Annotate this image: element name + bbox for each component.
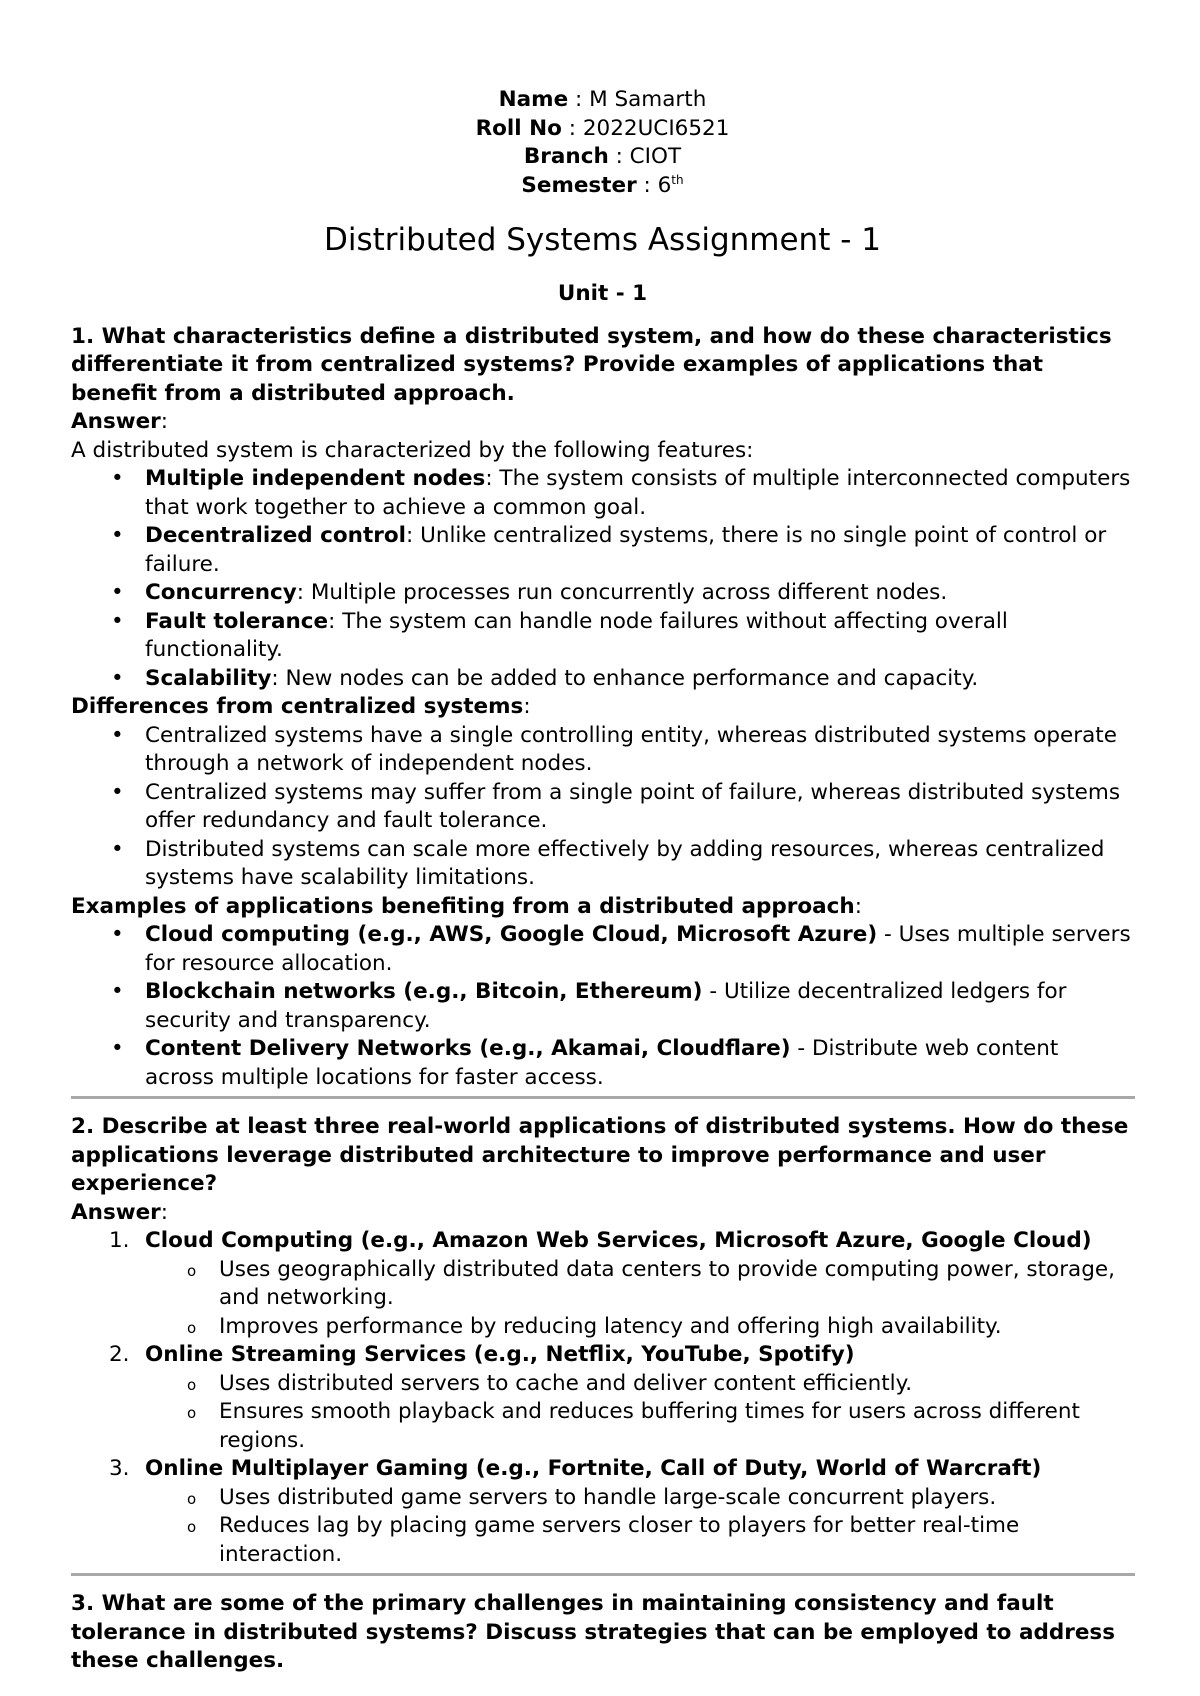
list-item: • Fault tolerance: The system can handle node failures without affecting overall functionality. (71, 608, 1134, 665)
unit-heading: Unit - 1 (557, 281, 648, 306)
name-line: Name : M Samarth (498, 87, 707, 112)
list-item: • Scalability: New nodes can be added to enhance performance and capacity. (71, 665, 1134, 694)
question-3-section (71, 1590, 1134, 1676)
list-item: 1. Cloud Computing (e.g., Amazon Web Services, Microsoft Azure, Google Cloud) o Uses geographically distributed data centers to provide computing power, storage, and networking. o Improves performance by reducing latency and offering high availability. (71, 1227, 1134, 1341)
list-item: • Distributed systems can scale more effectively by adding resources, whereas centralized systems have scalability limitations. (71, 836, 1134, 893)
list-item: o Improves performance by reducing latency and offering high availability. (145, 1313, 1134, 1342)
section-divider (71, 1096, 1135, 1099)
answer-label: Answer: (71, 1199, 169, 1225)
list-item: • Decentralized control: Unlike centralized systems, there is no single point of control or failure. (71, 522, 1134, 579)
student-info (71, 86, 1134, 200)
list-item: • Concurrency: Multiple processes run concurrently across different nodes. (71, 579, 1134, 608)
differences-list (71, 722, 1134, 893)
list-item: 3. Online Multiplayer Gaming (e.g., Fortnite, Call of Duty, World of Warcraft) o Uses distributed game servers to handle large-scale concurrent players. o Reduces lag by placing game servers closer to players for better real-time interaction. (71, 1455, 1134, 1569)
features-list (71, 465, 1134, 693)
applications-list (71, 1227, 1134, 1569)
list-item: o Uses distributed servers to cache and deliver content efficiently. (145, 1370, 1134, 1399)
list-item: • Centralized systems may suffer from a single point of failure, whereas distributed systems offer redundancy and fault tolerance. (71, 779, 1134, 836)
question-1-section (71, 323, 1134, 1093)
differences-heading: Differences from centralized systems: (71, 694, 531, 719)
sub-list (145, 1370, 1134, 1456)
answer-label: Answer: (71, 409, 169, 434)
list-item: o Ensures smooth playback and reduces buffering times for users across different regions. (145, 1398, 1134, 1455)
q1-intro: A distributed system is characterized by the following features: (71, 437, 754, 463)
list-item: • Cloud computing (e.g., AWS, Google Cloud, Microsoft Azure) - Uses multiple servers for resource allocation. (71, 921, 1134, 978)
list-item: • Content Delivery Networks (e.g., Akamai, Cloudflare) - Distribute web content across multiple locations for faster access. (71, 1035, 1134, 1092)
section-divider (71, 1573, 1135, 1576)
list-item: • Blockchain networks (e.g., Bitcoin, Ethereum) - Utilize decentralized ledgers for security and transparency. (71, 978, 1134, 1035)
document-title: Distributed Systems Assignment - 1 (324, 222, 881, 258)
examples-list (71, 921, 1134, 1092)
question-1: 1. What characteristics define a distributed system, and how do these characteristics differentiate it from centralized systems? Provide examples of applications that benefit from a distributed approach. (71, 323, 1112, 406)
list-item: 2. Online Streaming Services (e.g., Netflix, YouTube, Spotify) o Uses distributed servers to cache and deliver content efficiently. o Ensures smooth playback and reduces buffering times for users across different regions. (71, 1341, 1134, 1455)
question-2: 2. Describe at least three real-world applications of distributed systems. How do these applications leverage distributed architecture to improve performance and user experience? (71, 1114, 1129, 1196)
list-item: o Reduces lag by placing game servers closer to players for better real-time interaction. (145, 1512, 1134, 1569)
branch-line: Branch : CIOT (523, 144, 682, 169)
question-3: 3. What are some of the primary challenges in maintaining consistency and fault tolerance in distributed systems? Discuss strategies that can be employed to address these challenges. (71, 1591, 1116, 1673)
sub-list (145, 1484, 1134, 1570)
roll-line: Roll No : 2022UCI6521 (475, 115, 730, 141)
sub-list (145, 1256, 1134, 1342)
list-item: • Multiple independent nodes: The system consists of multiple interconnected computers that work together to achieve a common goal. (71, 465, 1134, 522)
list-item: o Uses geographically distributed data centers to provide computing power, storage, and networking. (145, 1256, 1134, 1313)
list-item: o Uses distributed game servers to handle large-scale concurrent players. (145, 1484, 1134, 1513)
semester-line: Semester : 6th (521, 172, 684, 198)
question-2-section (71, 1113, 1134, 1569)
list-item: • Centralized systems have a single controlling entity, whereas distributed systems operate through a network of independent nodes. (71, 722, 1134, 779)
examples-heading: Examples of applications benefiting from a distributed approach: (71, 893, 862, 919)
